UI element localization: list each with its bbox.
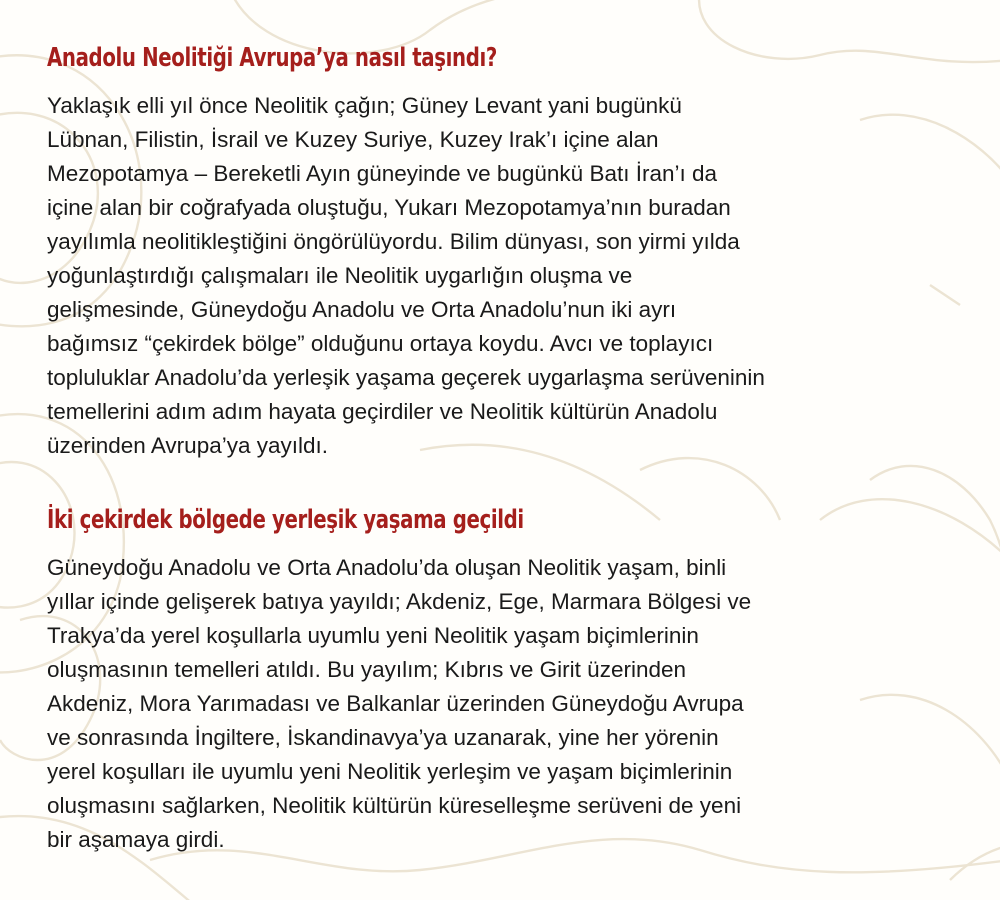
paragraph-line: Mezopotamya – Bereketli Ayın güneyinde ve bugünkü Batı İran’ı da [47, 161, 718, 186]
paragraph-line: gelişmesinde, Güneydoğu Anadolu ve Orta Anadolu’nun iki ayrı [47, 297, 677, 322]
paragraph-line: oluşmasını sağlarken, Neolitik kültürün küreselleşme serüveni de yeni [47, 793, 742, 818]
paragraph-line: Akdeniz, Mora Yarımadası ve Balkanlar üzerinden Güneydoğu Avrupa [47, 691, 744, 716]
paragraph-line: Güneydoğu Anadolu ve Orta Anadolu’da oluşan Neolitik yaşam, binli [47, 555, 727, 580]
paragraph-line: bağımsız “çekirdek bölge” olduğunu ortaya koydu. Avcı ve toplayıcı [47, 331, 714, 356]
section-paragraph-two-core-regions [47, 551, 987, 857]
paragraph-line: yayılımla neolitikleştiğini öngörülüyordu. Bilim dünyası, son yirmi yılda [47, 229, 740, 254]
paragraph-line: oluşmasının temelleri atıldı. Bu yayılım; Kıbrıs ve Girit üzerinden [47, 657, 686, 682]
paragraph-line: içine alan bir coğrafyada oluştuğu, Yukarı Mezopotamya’nın buradan [47, 195, 731, 220]
paragraph-line: Yaklaşık elli yıl önce Neolitik çağın; Güney Levant yani bugünkü [47, 93, 682, 118]
paragraph-line: yerel koşulları ile uyumlu yeni Neolitik yerleşim ve yaşam biçimlerinin [47, 759, 733, 784]
paragraph-line: ve sonrasında İngiltere, İskandinavya’ya uzanarak, yine her yörenin [47, 725, 719, 750]
paragraph-line: Trakya’da yerel koşullarla uyumlu yeni Neolitik yaşam biçimlerinin [47, 623, 699, 648]
paragraph-line: topluluklar Anadolu’da yerleşik yaşama geçerek uygarlaşma serüveninin [47, 365, 765, 390]
paragraph-line: yoğunlaştırdığı çalışmaları ile Neolitik uygarlığın oluşma ve [47, 263, 633, 288]
section-heading-two-core-regions: İki çekirdek bölgede yerleşik yaşama geçildi [47, 505, 524, 535]
paragraph-line: bir aşamaya girdi. [47, 827, 225, 852]
paragraph-line: temellerini adım adım hayata geçirdiler ve Neolitik kültürün Anadolu [47, 399, 718, 424]
section-paragraph-spread-to-europe [47, 89, 987, 463]
paragraph-line: yıllar içinde gelişerek batıya yayıldı; Akdeniz, Ege, Marmara Bölgesi ve [47, 589, 752, 614]
article-content [47, 38, 987, 857]
paragraph-line: Lübnan, Filistin, İsrail ve Kuzey Suriye, Kuzey Irak’ı içine alan [47, 127, 659, 152]
section-heading-spread-to-europe: Anadolu Neolitiği Avrupa’ya nasıl taşındı? [47, 43, 497, 73]
paragraph-line: üzerinden Avrupa’ya yayıldı. [47, 433, 329, 458]
